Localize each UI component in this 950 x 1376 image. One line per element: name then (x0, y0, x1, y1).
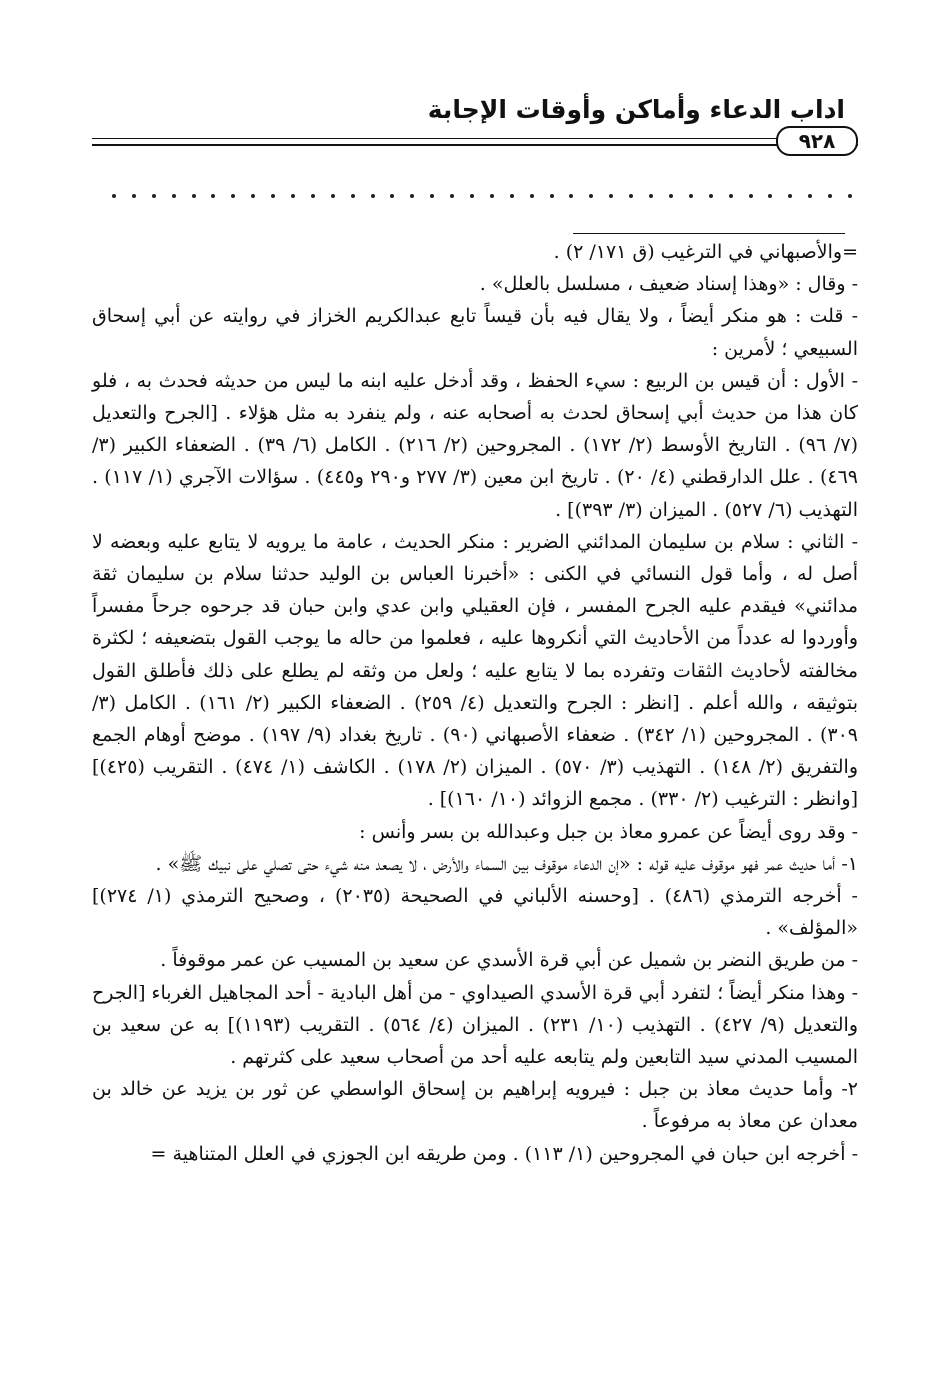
dot (192, 194, 196, 198)
paragraph: - وهذا منكر أيضاً ؛ لتفرد أبي قرة الأسدي الصيداوي - من أهل البادية - أحد المجاهيل الغرباء [الجرح والتعديل (٩/ ٤٢٧) . التهذيب (١٠/ ٢٣١) . الميزان (٤/ ٥٦٤) . التقريب (١١٩٣)] به عن سعيد بن المسيب المدني سيد التابعين ولم يتابعه عليه أحد من أصحاب سعيد على كثرتهم . (92, 981, 858, 1069)
dot (390, 194, 394, 198)
dot (371, 194, 375, 198)
dot (112, 194, 116, 198)
dot (132, 194, 136, 198)
dot (211, 194, 215, 198)
dot (172, 194, 176, 198)
dot (430, 194, 434, 198)
dot (152, 194, 156, 198)
dot (788, 194, 792, 198)
paragraph: - من طريق النضر بن شميل عن أبي قرة الأسدي عن سعيد بن المسيب عن عمر موقوفاً . (160, 949, 858, 972)
dot (589, 194, 593, 198)
dot (231, 194, 235, 198)
dot (808, 194, 812, 198)
dot (351, 194, 355, 198)
dot (828, 194, 832, 198)
dot (749, 194, 753, 198)
dot (569, 194, 573, 198)
paragraph: - وقال : «وهذا إسناد ضعيف ، مسلسل بالعلل» . (479, 273, 858, 296)
paragraph: ١- أما حديث عمر فهو موقوف عليه قوله : «إن الدعاء موقوف بين السماء والأرض ، لا يصعد منه شيء حتى تصلي على نبيك ﷺ» . (155, 852, 858, 875)
dot (550, 194, 554, 198)
dot (470, 194, 474, 198)
dot (609, 194, 613, 198)
dot (689, 194, 693, 198)
dot (629, 194, 633, 198)
dot (848, 194, 852, 198)
dot (410, 194, 414, 198)
dot (768, 194, 772, 198)
dot (450, 194, 454, 198)
paragraph: - وقد روى أيضاً عن عمرو معاذ بن جبل وعبدالله بن بسر وأنس : (359, 820, 858, 843)
dot (331, 194, 335, 198)
dot (311, 194, 315, 198)
running-title: اداب الدعاء وأماكن وأوقات الإجابة (427, 95, 845, 124)
dot (709, 194, 713, 198)
header-rule (92, 138, 858, 146)
paragraph: - أخرجه ابن حبان في المجروحين (١/ ١١٣) . ومن طريقه ابن الجوزي في العلل المتناهية = (150, 1142, 858, 1165)
paragraph: - الثاني : سلام بن سليمان المدائني الضرير : منكر الحديث ، عامة ما يرويه لا يتابع عليه وبعضه لا أصل له ، وأما قول النسائي في الكنى : «أخبرنا العباس بن الوليد حدثنا سلام بن سليمان ثقة مدائني» فيقدم عليه الجرح المفسر ، فإن العقيلي وابن عدي وابن حبان قد جرحوه جرحاً مفسراً وأوردوا له عدداً من الأحاديث التي أنكروها عليه ، فعلموا من حاله ما يوجب القول بتضعيفه ؛ لكثرة مخالفته لأحاديث الثقات وتفرده بما لا يتابع عليه ؛ ولعل من وثقه لم يطلع على ذلك فأطلق القول بتوثيقه ، والله أعلم . [انظر : الجرح والتعديل (٤/ ٢٥٩) . الضعفاء الكبير (٢/ ١٦١) . الكامل (٣/ ٣٠٩) . المجروحين (١/ ٣٤٢) . ضعفاء الأصبهاني (٩٠) . تاريخ بغداد (٩/ ١٩٧) . موضح أوهام الجمع والتفريق (٢/ ١٤٨) . التهذيب (٣/ ٥٧٠) . الميزان (٢/ ١٧٨) . الكاشف (١/ ٤٧٤) . التقريب (٤٢٥)] [وانظر : الترغيب (٢/ ٣٣٠) . مجمع الزوائد (١٠/ ١٦٠)] . (92, 530, 859, 811)
footnote-body (92, 236, 858, 1170)
dot (669, 194, 673, 198)
footnote-rule (573, 233, 845, 234)
page-number: ٩٢٨ (776, 126, 858, 156)
dot (490, 194, 494, 198)
dot (530, 194, 534, 198)
paragraph: - قلت : هو منكر أيضاً ، ولا يقال فيه بأن قيساً تابع عبدالكريم الخزاز في روايته عن أبي إسحاق السبيعي ؛ لأمرين : (92, 305, 858, 360)
paragraph: - أخرجه الترمذي (٤٨٦) . [وحسنه الألباني في الصحيحة (٢٠٣٥) ، وصحيح الترمذي (١/ ٢٧٤)] «المؤلف» . (92, 885, 858, 940)
dot (729, 194, 733, 198)
dot (271, 194, 275, 198)
dot (291, 194, 295, 198)
paragraph: =والأصبهاني في الترغيب (ق ١٧١/ ٢) . (553, 241, 858, 263)
paragraph: ٢- وأما حديث معاذ بن جبل : فيرويه إبراهيم بن إسحاق الواسطي عن ثور بن يزيد عن خالد بن معدان عن معاذ به مرفوعاً . (92, 1078, 858, 1133)
dot (510, 194, 514, 198)
dot (251, 194, 255, 198)
paragraph: - الأول : أن قيس بن الربيع : سيء الحفظ ، وقد أدخل عليه ابنه ما ليس من حديثه فحدث به ، فلو كان هذا من حديث أبي إسحاق لحدث به أصحابه عنه ، ولم ينفرد به مثل هؤلاء . [الجرح والتعديل (٧/ ٩٦) . التاريخ الأوسط (٢/ ١٧٢) . المجروحين (٢/ ٢١٦) . الكامل (٦/ ٣٩) . الضعفاء الكبير (٣/ ٤٦٩) . علل الدارقطني (٤/ ٢٠) . تاريخ ابن معين (٣/ ٢٧٧ و٢٩٠ و٤٤٥) . سؤالات الآجري (١/ ١١٧) . التهذيب (٦/ ٥٢٧) . الميزان (٣/ ٣٩٣)] . (92, 369, 858, 521)
ellipsis-dots (112, 186, 852, 206)
header-rule-group (92, 126, 858, 154)
dot (649, 194, 653, 198)
